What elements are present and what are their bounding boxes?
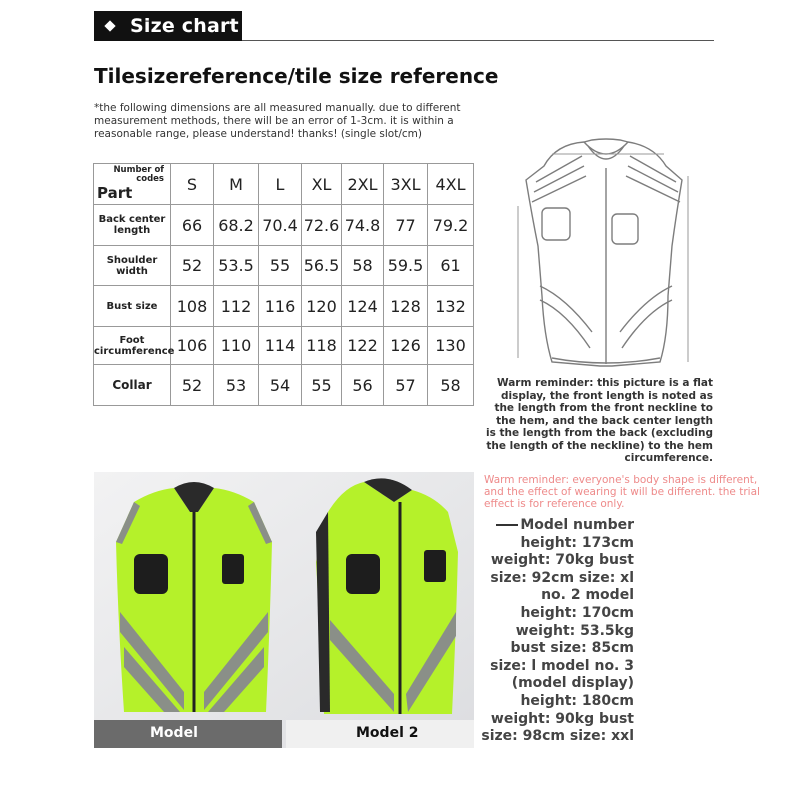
body-shape-reminder: Warm reminder: everyone's body shape is different, and the effect of wearing it will be different. the trial effect is for reference only.	[484, 474, 760, 510]
table-cell: 110	[214, 327, 259, 365]
model-2-label: Model 2	[356, 725, 419, 741]
photo-caption-bar	[94, 720, 474, 748]
size-header: XL	[302, 164, 342, 205]
table-cell: 58	[342, 246, 384, 286]
table-cell: 57	[384, 365, 428, 406]
table-cell: 130	[428, 327, 474, 365]
table-cell: 106	[171, 327, 214, 365]
table-cell: 52	[171, 365, 214, 406]
size-header: L	[259, 164, 302, 205]
table-corner-cell	[94, 164, 171, 205]
flat-display-reminder: Warm reminder: this picture is a flat display, the front length is noted as the length from the front neckline to the hem, and the back center length is the length from the back (excluding the length of the neckline) to the hem circumference.	[485, 377, 713, 464]
table-cell: 58	[428, 365, 474, 406]
corner-part-label: Part	[97, 184, 133, 202]
table-cell: 59.5	[384, 246, 428, 286]
model-info-block	[480, 517, 634, 746]
page-title: Tilesizereference/tile size reference	[94, 64, 499, 88]
table-row	[94, 365, 474, 406]
row-label: Collar	[94, 365, 171, 406]
table-cell: 114	[259, 327, 302, 365]
table-cell: 56	[342, 365, 384, 406]
table-cell: 118	[302, 327, 342, 365]
table-cell: 52	[171, 246, 214, 286]
table-cell: 70.4	[259, 205, 302, 246]
table-cell: 54	[259, 365, 302, 406]
table-row	[94, 327, 474, 365]
table-cell: 61	[428, 246, 474, 286]
table-cell: 79.2	[428, 205, 474, 246]
table-row	[94, 246, 474, 286]
vest-flat-drawing	[496, 136, 716, 376]
table-cell: 74.8	[342, 205, 384, 246]
table-row	[94, 286, 474, 327]
table-cell: 66	[171, 205, 214, 246]
row-label: Shoulder width	[94, 246, 171, 286]
size-table	[93, 163, 474, 406]
size-header: S	[171, 164, 214, 205]
row-label: Foot circumference	[94, 327, 171, 365]
section-header-tab	[94, 11, 242, 41]
table-header-row	[94, 164, 474, 205]
table-cell: 116	[259, 286, 302, 327]
table-cell: 53.5	[214, 246, 259, 286]
table-cell: 77	[384, 205, 428, 246]
table-cell: 56.5	[302, 246, 342, 286]
table-cell: 124	[342, 286, 384, 327]
diamond-icon	[104, 20, 115, 31]
vest-photo-illustration	[94, 472, 474, 748]
table-cell: 120	[302, 286, 342, 327]
size-header: 2XL	[342, 164, 384, 205]
table-cell: 68.2	[214, 205, 259, 246]
model-photos	[94, 472, 474, 748]
row-label: Back center length	[94, 205, 171, 246]
model-info-text: Model number height: 173cm weight: 70kg bust size: 92cm size: xl no. 2 model height: 170cm weight: 53.5kg bust size: 85cm size: l model no. 3 (model display) height: 180cm weight: 90kg bust size: 98cm size: xxl	[481, 517, 634, 745]
row-label: Bust size	[94, 286, 171, 327]
corner-codes-label: Number of codes	[113, 165, 164, 184]
header-divider	[242, 40, 714, 41]
model-1-label: Model	[150, 725, 198, 741]
size-header: M	[214, 164, 259, 205]
table-cell: 55	[259, 246, 302, 286]
table-cell: 122	[342, 327, 384, 365]
table-cell: 108	[171, 286, 214, 327]
table-row	[94, 205, 474, 246]
section-header-label: Size chart	[130, 15, 239, 37]
vest-front-photo	[116, 482, 272, 712]
vest-side-photo	[316, 478, 458, 714]
table-cell: 53	[214, 365, 259, 406]
table-cell: 132	[428, 286, 474, 327]
table-cell: 112	[214, 286, 259, 327]
size-header: 3XL	[384, 164, 428, 205]
table-cell: 128	[384, 286, 428, 327]
table-cell: 126	[384, 327, 428, 365]
measurement-note: *the following dimensions are all measured manually. due to different measurement methods, there will be an error of 1-3cm. it is within a reasonable range, please understand! thanks! (single slot/cm)	[94, 102, 461, 140]
size-header: 4XL	[428, 164, 474, 205]
table-cell: 55	[302, 365, 342, 406]
dash-decoration	[496, 524, 518, 526]
table-cell: 72.6	[302, 205, 342, 246]
